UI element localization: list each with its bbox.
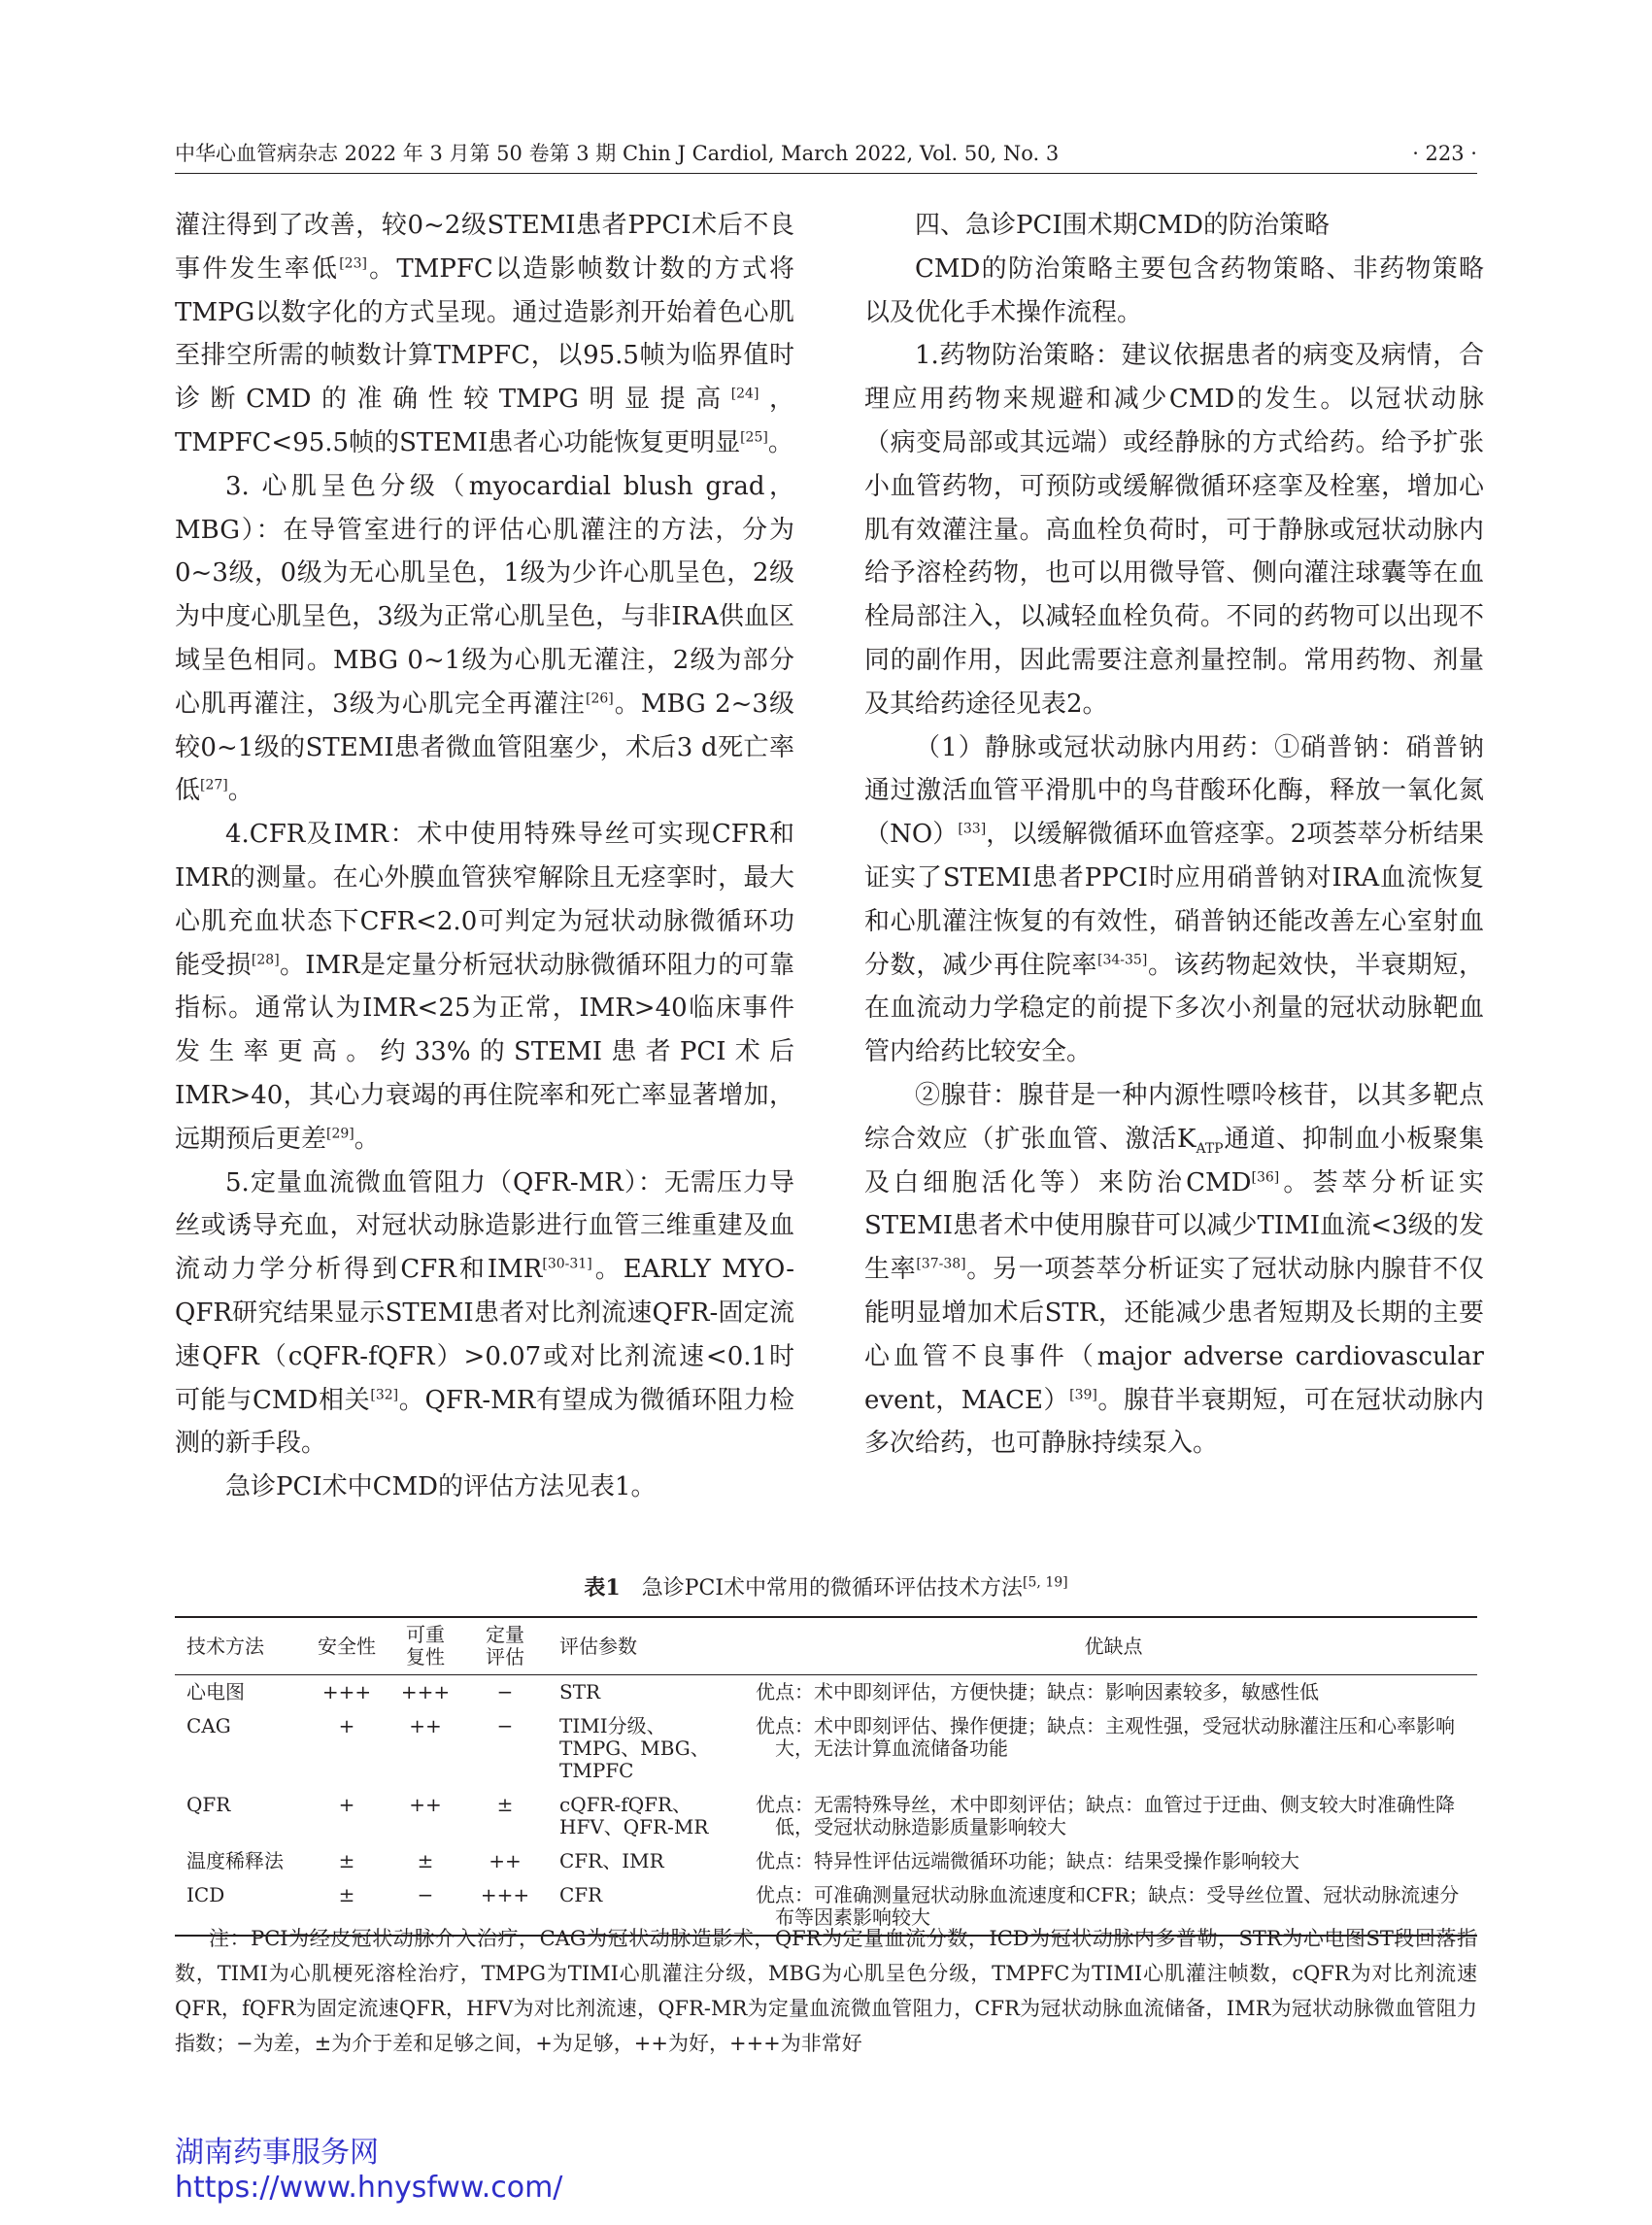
table-row bbox=[175, 1844, 1477, 1878]
cell-method: 心电图 bbox=[186, 1680, 245, 1703]
table-title: 急诊PCI术中常用的微循环评估技术方法 bbox=[641, 1576, 1024, 1601]
running-header bbox=[175, 134, 1477, 174]
paragraph: ②腺苷：腺苷是一种内源性嘌呤核苷，以其多靶点综合效应（扩张血管、激活$K_{ATP}$通道、抑制血小板聚集及白细胞活化等）来防治CMD[36]。荟萃分析证实STEMI患者术中使用腺苷可以减少TIMI血流<3级的发生率[37-38]。另一项荟萃分析证实了冠状动脉内腺苷不仅能明显增加术后STR，还能减少患者短期及长期的主要心血管不良事件（major adverse cardiovascular event，MACE）[39]。腺苷半衰期短，可在冠状动脉内多次给药，也可静脉持续泵入。 bbox=[864, 1080, 1484, 1459]
watermark bbox=[175, 2136, 562, 2206]
table-row bbox=[175, 1709, 1477, 1788]
paragraph: 灌注得到了改善，较0~2级STEMI患者PPCI术后不良事件发生率低[23]。TMPFC以造影帧数计数的方式将TMPG以数字化的方式呈现。通过造影剂开始着色心肌至排空所需的帧数计算TMPFC，以95.5帧为临界值时诊断CMD的准确性较TMPG明显提高[24]，TMPFC<95.5帧的STEMI患者心功能恢复更明显[25]。 bbox=[175, 211, 794, 457]
cell-method: ICD bbox=[186, 1883, 225, 1906]
cell-safety: ± bbox=[338, 1849, 355, 1872]
right-column bbox=[864, 204, 1484, 1466]
cell-safety: +++ bbox=[321, 1680, 372, 1703]
paragraph: 3. 心肌呈色分级（myocardial blush grad，MBG）：在导管室进行的评估心肌灌注的方法，分为0~3级，0级为无心肌呈色，1级为少许心肌呈色，2级为中度心肌呈色，3级为正常心肌呈色，与非IRA供血区域呈色相同。MBG 0~1级为心肌无灌注，2级为部分心肌再灌注，3级为心肌完全再灌注[26]。MBG 2~3级较0~1级的STEMI患者微血管阻塞少，术后3 d死亡率低[27]。 bbox=[175, 471, 794, 806]
header-method: 技术方法 bbox=[186, 1634, 264, 1658]
cell-parameters: STR bbox=[559, 1680, 601, 1703]
cell-repeatability: ± bbox=[417, 1849, 434, 1872]
cell-repeatability: +++ bbox=[400, 1680, 451, 1703]
header-repeatability: 可重 复性 bbox=[406, 1623, 445, 1669]
paragraph: （1）静脉或冠状动脉内用药：①硝普钠：硝普钠通过激活血管平滑肌中的鸟苷酸环化酶，释放一氧化氮（NO）[33]，以缓解微循环血管痉挛。2项荟萃分析结果证实了STEMI患者PPCI时应用硝普钠对IRA血流恢复和心肌灌注恢复的有效性，硝普钠还能改善左心室射血分数，减少再住院率[34-35]。该药物起效快，半衰期短，在血流动力学稳定的前提下多次小剂量的冠状动脉靶血管内给药比较安全。 bbox=[864, 732, 1484, 1067]
paragraph: 1.药物防治策略：建议依据患者的病变及病情，合理应用药物来规避和减少CMD的发生。以冠状动脉（病变局部或其远端）或经静脉的方式给药。给予扩张小血管药物，可预防或缓解微循环痉挛及栓塞，增加心肌有效灌注量。高血栓负荷时，可于静脉或冠状动脉内给予溶栓药物，也可以用微导管、侧向灌注球囊等在血栓局部注入，以减轻血栓负荷。不同的药物可以出现不同的副作用，因此需要注意剂量控制。常用药物、剂量及其给药途径见表2。 bbox=[864, 341, 1484, 719]
header-pros-cons: 优缺点 bbox=[1084, 1634, 1143, 1658]
assessment-methods-table bbox=[175, 1616, 1477, 1937]
paragraph: 4.CFR及IMR：术中使用特殊导丝可实现CFR和IMR的测量。在心外膜血管狭窄解除且无痉挛时，最大心肌充血状态下CFR<2.0可判定为冠状动脉微循环功能受损[28]。IMR是定量分析冠状动脉微循环阻力的可靠指标。通常认为IMR<25为正常，IMR>40临床事件发生率更高。约33%的STEMI患者PCI术后IMR>40，其心力衰竭的再住院率和死亡率显著增加，远期预后更差[29]。 bbox=[175, 820, 794, 1154]
cell-quantitative: − bbox=[496, 1680, 514, 1703]
cell-parameters: CFR、IMR bbox=[559, 1849, 664, 1872]
cell-pros-cons: 优点：术中即刻评估，方便快捷；缺点：影响因素较多，敏感性低 bbox=[756, 1680, 1319, 1703]
cell-quantitative: ++ bbox=[489, 1849, 522, 1872]
cell-quantitative: +++ bbox=[480, 1883, 530, 1906]
cell-pros-cons: 优点：术中即刻评估、操作便捷；缺点：主观性强，受冠状动脉灌注压和心率影响大，无法计算血流储备功能 bbox=[756, 1714, 1455, 1760]
section-heading: 四、急诊PCI围术期CMD的防治策略 bbox=[915, 211, 1331, 240]
cell-safety: + bbox=[338, 1793, 355, 1816]
cell-safety: ± bbox=[338, 1883, 355, 1906]
table-note: 注：PCI为经皮冠状动脉介入治疗，CAG为冠状动脉造影术，QFR为定量血流分数，ICD为冠状动脉内多普勒，STR为心电图ST段回落指数，TIMI为心肌梗死溶栓治疗，TMPG为TIMI心肌灌注分级，MBG为心肌呈色分级，TMPFC为TIMI心肌灌注帧数，cQFR为对比剂流速QFR，fQFR为固定流速QFR，HFV为对比剂流速，QFR-MR为定量血流微血管阻力，CFR为冠状动脉血流储备，IMR为冠状动脉微血管阻力指数；−为差，±为介于差和足够之间，+为足够，++为好，+++为非常好 bbox=[175, 1927, 1477, 2055]
table-caption bbox=[175, 1571, 1477, 1605]
cell-parameters: cQFR-fQFR、HFV、QFR-MR bbox=[559, 1793, 709, 1838]
cell-method: QFR bbox=[186, 1793, 231, 1816]
cell-parameters: CFR bbox=[559, 1883, 603, 1906]
header-quantitative: 定量 评估 bbox=[486, 1623, 524, 1669]
watermark-site-name: 湖南药事服务网 bbox=[175, 2136, 379, 2170]
table-row bbox=[175, 1675, 1477, 1710]
paragraph: CMD的防治策略主要包含药物策略、非药物策略以及优化手术操作流程。 bbox=[864, 253, 1484, 327]
paragraph: 急诊PCI术中CMD的评估方法见表1。 bbox=[225, 1472, 657, 1502]
header-parameters: 评估参数 bbox=[559, 1634, 637, 1658]
cell-pros-cons: 优点：特异性评估远端微循环功能；缺点：结果受操作影响较大 bbox=[756, 1849, 1299, 1872]
cell-repeatability: − bbox=[417, 1883, 434, 1906]
page-number: · 223 · bbox=[1412, 142, 1477, 165]
left-column bbox=[175, 204, 794, 1509]
table-row bbox=[175, 1788, 1477, 1844]
cell-quantitative: − bbox=[496, 1714, 514, 1737]
table-caption-ref: [5, 19] bbox=[1023, 1574, 1068, 1591]
cell-repeatability: ++ bbox=[409, 1793, 442, 1816]
table-label: 表1 bbox=[584, 1575, 621, 1601]
journal-citation: 中华心血管病杂志 2022 年 3 月第 50 卷第 3 期 Chin J Cardiol, March 2022, Vol. 50, No. 3 bbox=[175, 142, 1060, 165]
cell-pros-cons: 优点：无需特殊导丝，术中即刻评估；缺点：血管过于迂曲、侧支较大时准确性降低，受冠状动脉造影质量影响较大 bbox=[756, 1793, 1455, 1838]
cell-safety: + bbox=[338, 1714, 355, 1737]
cell-method: 温度稀释法 bbox=[186, 1849, 284, 1872]
cell-pros-cons: 优点：可准确测量冠状动脉血流速度和CFR；缺点：受导丝位置、冠状动脉流速分布等因素影响较大 bbox=[756, 1883, 1460, 1929]
cell-repeatability: ++ bbox=[409, 1714, 442, 1737]
table-header-row bbox=[175, 1617, 1477, 1675]
cell-parameters: TIMI分级、TMPG、MBG、TMPFC bbox=[559, 1714, 710, 1782]
watermark-url[interactable]: https://www.hnysfww.com/ bbox=[175, 2171, 563, 2205]
cell-method: CAG bbox=[186, 1714, 231, 1737]
header-safety: 安全性 bbox=[318, 1634, 376, 1658]
paragraph: 5.定量血流微血管阻力（QFR-MR）：无需压力导丝或诱导充血，对冠状动脉造影进行血管三维重建及血流动力学分析得到CFR和IMR[30-31]。EARLY MYO-QFR研究结果显示STEMI患者对比剂流速QFR-固定流速QFR（cQFR-fQFR）>0.07或对比剂流速<0.1时可能与CMD相关[32]。QFR-MR有望成为微循环阻力检测的新手段。 bbox=[175, 1167, 795, 1459]
cell-quantitative: ± bbox=[496, 1793, 514, 1816]
